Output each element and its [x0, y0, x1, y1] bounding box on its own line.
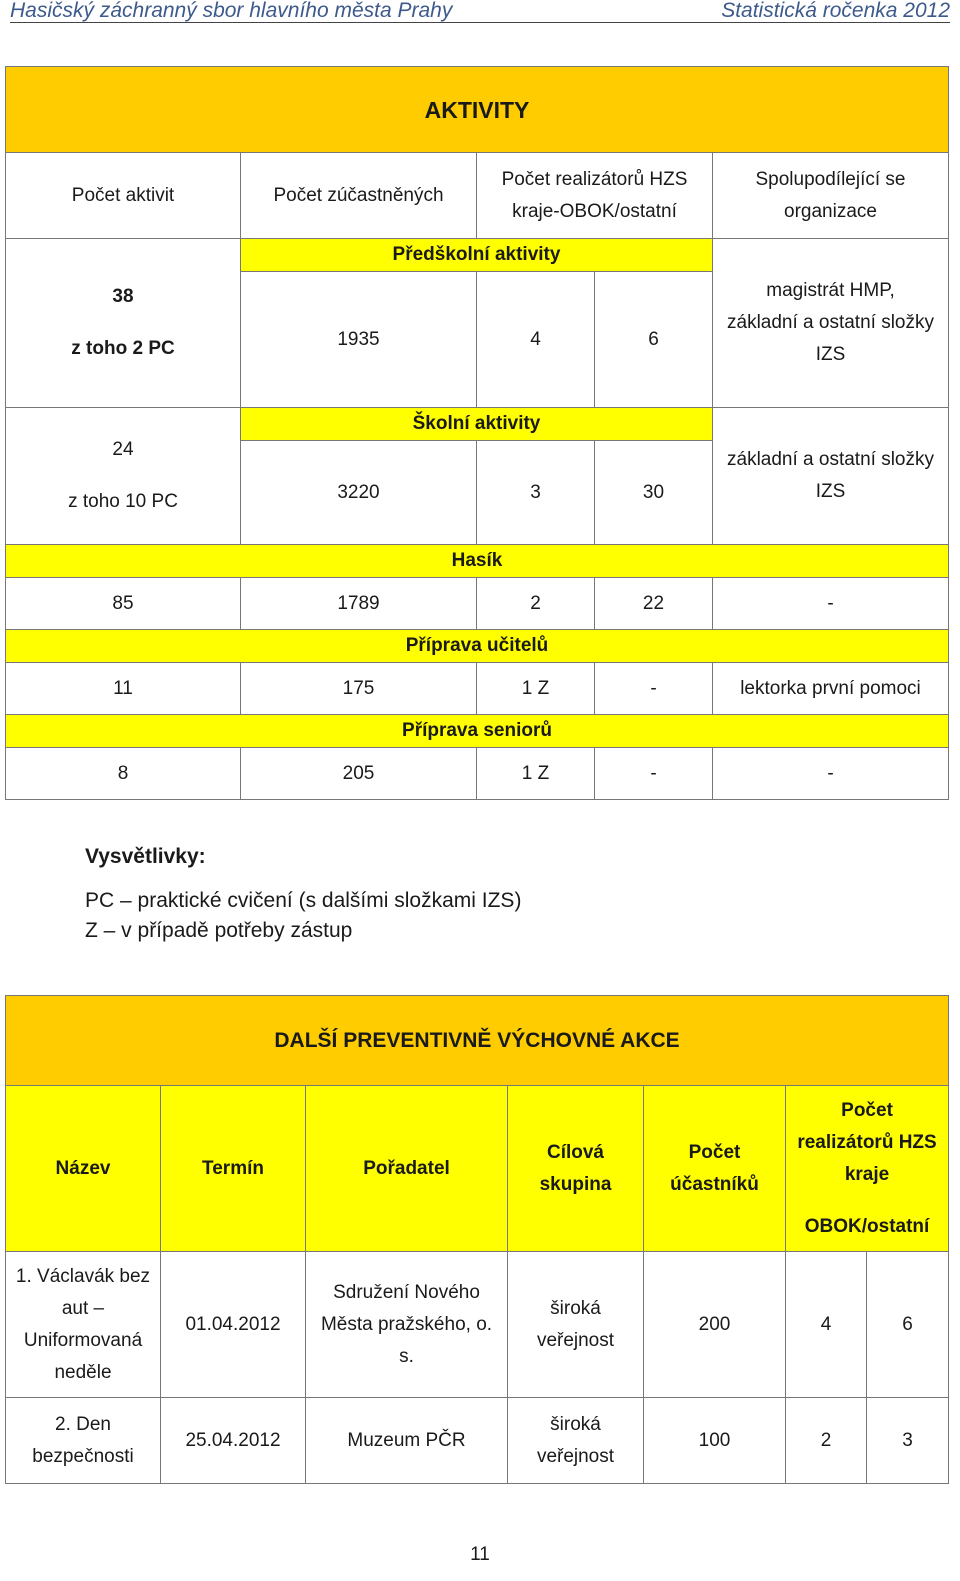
section-row-seniors [6, 715, 949, 748]
seniors-participants: 205 [241, 748, 477, 800]
preschool-obok: 4 [477, 272, 595, 408]
event-other: 3 [867, 1398, 949, 1484]
event-name: 2. Den bezpečnosti [6, 1398, 161, 1484]
section-row-school [6, 408, 949, 441]
section-row-teachers [6, 630, 949, 663]
activities-title-row [6, 67, 949, 153]
header-organization: Hasičský záchranný sbor hlavního města Prahy [10, 0, 453, 22]
col-event-target: Cílová skupina [508, 1086, 644, 1252]
seniors-other: - [595, 748, 713, 800]
hasik-data-row [6, 578, 949, 630]
activities-header-row [6, 153, 949, 239]
col-participants: Počet zúčastněných [241, 153, 477, 239]
col-count: Počet aktivit [6, 153, 241, 239]
teachers-count: 11 [6, 663, 241, 715]
seniors-obok: 1 Z [477, 748, 595, 800]
events-table [5, 995, 949, 1484]
section-title-seniors: Příprava seniorů [6, 715, 949, 748]
teachers-participants: 175 [241, 663, 477, 715]
legend-title: Vysvětlivky: [85, 845, 206, 868]
preschool-participants: 1935 [241, 272, 477, 408]
event-participants: 100 [644, 1398, 786, 1484]
school-orgs: základní a ostatní složky IZS [713, 408, 949, 545]
legend [85, 842, 521, 946]
school-count: 24 z toho 10 PC [6, 408, 241, 545]
seniors-orgs: - [713, 748, 949, 800]
activities-table [5, 66, 949, 800]
school-participants: 3220 [241, 441, 477, 545]
col-organizations: Spolupodílející se organizace [713, 153, 949, 239]
legend-line-pc: PC – praktické cvičení (s dalšími složkami IZS) [85, 889, 522, 912]
event-other: 6 [867, 1252, 949, 1398]
section-row-hasik [6, 545, 949, 578]
events-title-row [6, 996, 949, 1086]
running-header [10, 0, 950, 23]
school-other: 30 [595, 441, 713, 545]
preschool-orgs: magistrát HMP, základní a ostatní složky IZS [713, 239, 949, 408]
section-title-teachers: Příprava učitelů [6, 630, 949, 663]
section-title-preschool: Předškolní aktivity [241, 239, 713, 272]
event-target: široká veřejnost [508, 1398, 644, 1484]
hasik-count: 85 [6, 578, 241, 630]
event-row [6, 1252, 949, 1398]
event-organizer: Muzeum PČR [306, 1398, 508, 1484]
col-event-date: Termín [161, 1086, 306, 1252]
event-date: 25.04.2012 [161, 1398, 306, 1484]
hasik-orgs: - [713, 578, 949, 630]
events-header-row [6, 1086, 949, 1252]
event-target: široká veřejnost [508, 1252, 644, 1398]
event-row [6, 1398, 949, 1484]
activities-title: AKTIVITY [6, 67, 949, 153]
col-event-participants: Počet účastníků [644, 1086, 786, 1252]
event-date: 01.04.2012 [161, 1252, 306, 1398]
preschool-count: 38 z toho 2 PC [6, 239, 241, 408]
hasik-participants: 1789 [241, 578, 477, 630]
teachers-data-row [6, 663, 949, 715]
seniors-count: 8 [6, 748, 241, 800]
section-title-hasik: Hasík [6, 545, 949, 578]
teachers-obok: 1 Z [477, 663, 595, 715]
events-title: DALŠÍ PREVENTIVNĚ VÝCHOVNÉ AKCE [6, 996, 949, 1086]
preschool-other: 6 [595, 272, 713, 408]
event-participants: 200 [644, 1252, 786, 1398]
event-obok: 4 [786, 1252, 867, 1398]
event-organizer: Sdružení Nového Města pražského, o. s. [306, 1252, 508, 1398]
page-number: 11 [470, 1544, 490, 1565]
event-name: 1. Václavák bez aut – Uniformovaná neděle [6, 1252, 161, 1398]
school-obok: 3 [477, 441, 595, 545]
hasik-obok: 2 [477, 578, 595, 630]
seniors-data-row [6, 748, 949, 800]
teachers-other: - [595, 663, 713, 715]
teachers-orgs: lektorka první pomoci [713, 663, 949, 715]
col-implementers: Počet realizátorů HZS kraje-OBOK/ostatní [477, 153, 713, 239]
col-event-implementers: Počet realizátorů HZS kraje OBOK/ostatní [786, 1086, 949, 1252]
header-publication: Statistická ročenka 2012 [721, 0, 950, 22]
event-obok: 2 [786, 1398, 867, 1484]
col-event-organizer: Pořadatel [306, 1086, 508, 1252]
hasik-other: 22 [595, 578, 713, 630]
legend-line-z: Z – v případě potřeby zástup [85, 919, 353, 942]
section-row-preschool [6, 239, 949, 272]
section-title-school: Školní aktivity [241, 408, 713, 441]
col-event-name: Název [6, 1086, 161, 1252]
